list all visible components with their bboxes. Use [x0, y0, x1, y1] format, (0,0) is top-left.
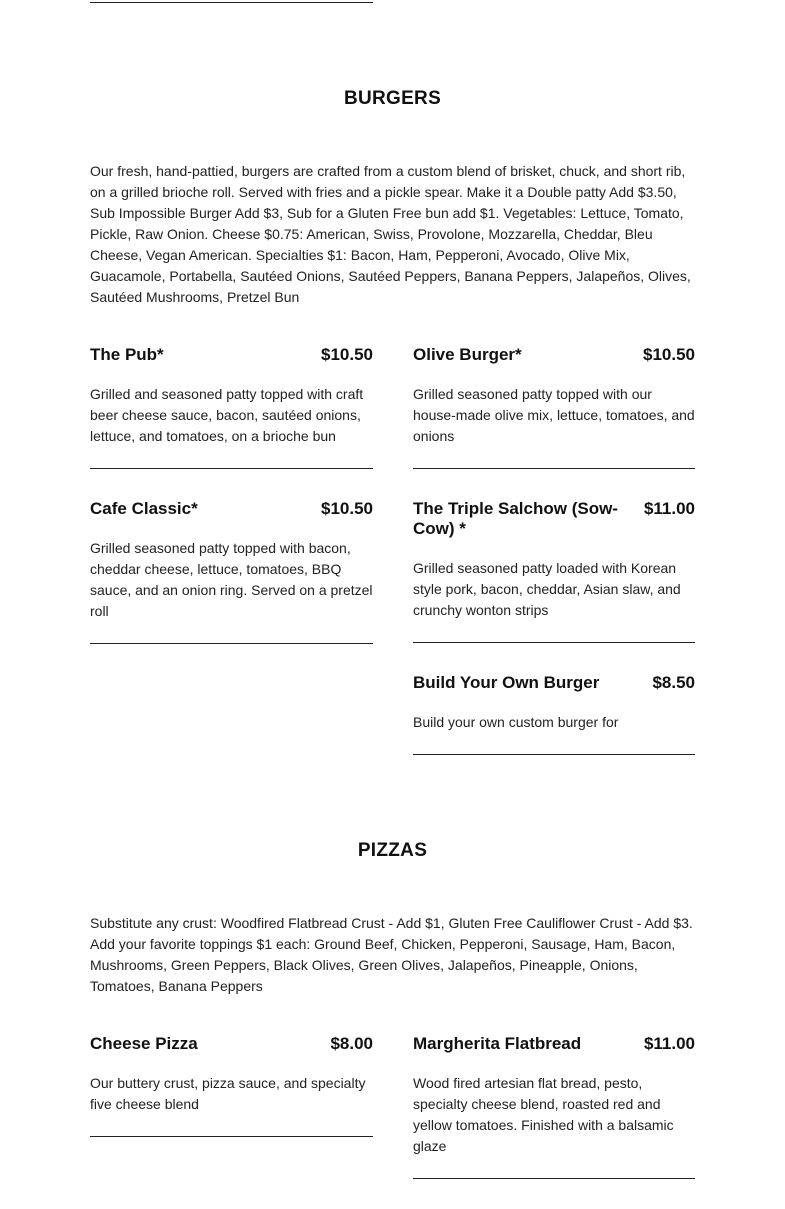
menu-item-description: Grilled seasoned patty loaded with Korean style pork, bacon, cheddar, Asian slaw, and crunchy wonton strips [413, 560, 681, 618]
menu-item-name: Olive Burger* [413, 345, 522, 364]
menu-item [90, 1034, 373, 1137]
menu-item [90, 499, 373, 644]
pizzas-left-column [90, 1034, 373, 1167]
menu-item [413, 499, 695, 643]
menu-item [413, 345, 695, 469]
menu-item-price: $11.00 [643, 1034, 695, 1053]
menu-item-price: $10.50 [643, 345, 695, 364]
menu-item-description: Build your own custom burger for [413, 714, 619, 730]
menu-item [413, 673, 695, 755]
menu-item [413, 1034, 695, 1179]
pizzas-right-column [413, 1034, 695, 1209]
menu-item-description: Grilled seasoned patty topped with bacon, cheddar cheese, lettuce, tomatoes, BBQ sauce, and an onion ring. Served on a pretzel roll [90, 540, 373, 619]
pizzas-section [90, 839, 695, 1154]
menu-item-name: Cheese Pizza [90, 1034, 198, 1053]
menu-item-price: $8.00 [330, 1034, 373, 1053]
menu-item-description: Our buttery crust, pizza sauce, and specialty five cheese blend [90, 1075, 366, 1112]
burgers-section-description: Our fresh, hand-pattied, burgers are crafted from a custom blend of brisket, chuck, and short rib, on a grilled brioche roll. Served with fries and a pickle spear. Make it a Double patty Add $3.50, Sub Impossible Burger Add $3, Sub for a Gluten Free bun add $1. Vegetables: Lettuce, Tomato, Pickle, Raw Onion. Cheese $0.75: American, Swiss, Provolone, Mozzarella, Cheddar, Bleu Cheese, Vegan American. Specialties $1: Bacon, Ham, Pepperoni, Avocado, Olive Mix, Guacamole, Portabella, Sautéed Onions, Sautéed Peppers, Banana Peppers, Jalapeños, Olives, Sautéed Mushrooms, Pretzel Bun [90, 163, 691, 305]
burgers-right-column [413, 345, 695, 785]
menu-item-name: Build Your Own Burger [413, 673, 600, 692]
menu-item-description: Grilled seasoned patty topped with our house-made olive mix, lettuce, tomatoes, and onions [413, 386, 695, 444]
menu-item-price: $10.50 [321, 499, 373, 518]
menu-item-name: The Pub* [90, 345, 164, 364]
pizzas-section-description: Substitute any crust: Woodfired Flatbread Crust - Add $1, Gluten Free Cauliflower Crust - Add $3. Add your favorite toppings $1 each: Ground Beef, Chicken, Pepperoni, Sausage, Ham, Bacon, Mushrooms, Green Peppers, Black Olives, Green Olives, Jalapeños, Pineapple, Onions, Tomatoes, Banana Peppers [90, 915, 693, 994]
menu-item-name: The Triple Salchow (Sow-Cow) * [413, 499, 618, 538]
previous-item-divider [90, 2, 373, 3]
burgers-section [90, 87, 695, 730]
menu-item-price: $10.50 [321, 345, 373, 364]
menu-item-name: Margherita Flatbread [413, 1034, 582, 1053]
pizzas-section-title: PIZZAS [357, 840, 428, 861]
burgers-left-column [90, 345, 373, 674]
burgers-section-title: BURGERS [343, 88, 442, 109]
menu-item [90, 345, 373, 469]
menu-item-description: Grilled and seasoned patty topped with craft beer cheese sauce, bacon, sautéed onions, lettuce, and tomatoes, on a brioche bun [90, 386, 364, 444]
menu-item-description: Wood fired artesian flat bread, pesto, specialty cheese blend, roasted red and yellow tomatoes. Finished with a balsamic glaze [413, 1075, 674, 1154]
menu-item-price: $8.50 [652, 673, 695, 692]
menu-item-price: $11.00 [643, 499, 695, 518]
menu-item-name: Cafe Classic* [90, 499, 198, 518]
